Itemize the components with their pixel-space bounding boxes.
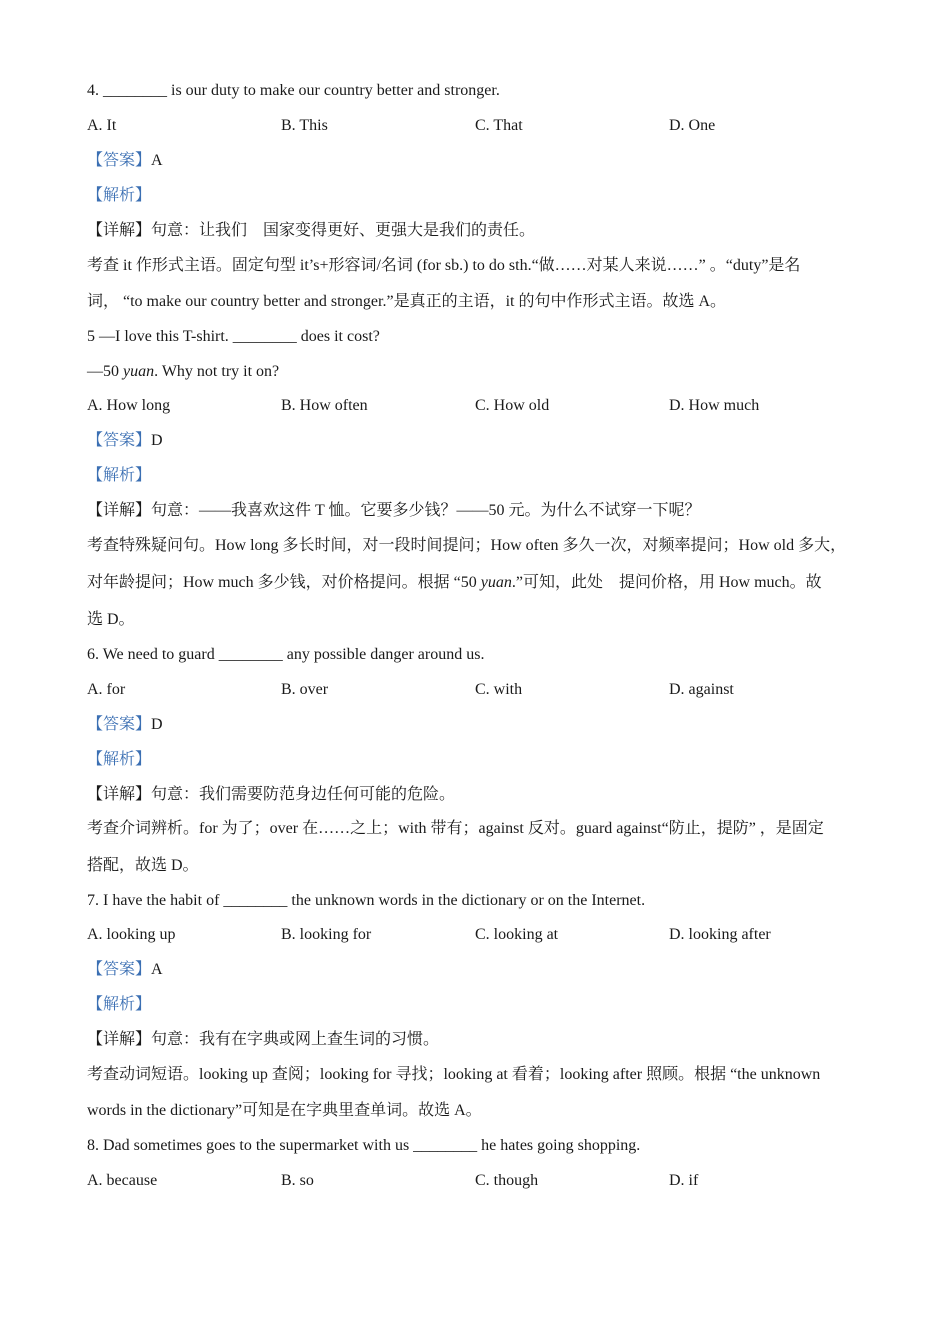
- detail-tag: 【详解】: [87, 786, 152, 803]
- question-4-option-a: A. It: [87, 117, 117, 134]
- question-8-option-c: C. though: [475, 1172, 539, 1189]
- question-4-stem: 4. ________ is our duty to make our country better and stronger.: [87, 82, 500, 99]
- question-5-explanation-2: 对年龄提问；How much 多少钱，对价格提问。根据 “50 yuan.”可知，此处 提问价格，用 How much。故: [87, 574, 822, 591]
- question-6-option-a: A. for: [87, 681, 126, 698]
- question-4-option-b: B. This: [281, 117, 328, 134]
- question-5-explanation-3: 选 D。: [87, 611, 135, 628]
- detail-tag: 【详解】: [87, 502, 152, 519]
- detail-tag: 【详解】: [87, 222, 152, 239]
- question-5-explanation-1: 考查特殊疑问句。How long 多长时间，对一段时间提问；How often 多久一次，对频率提问；How old 多大，: [87, 537, 847, 554]
- detail-tag: 【详解】: [87, 1031, 152, 1048]
- detail-text: 句意：——我喜欢这件 T 恤。它要多少钱？——50 元。为什么不试穿一下呢？: [151, 502, 701, 519]
- question-7-analysis-tag: 【解析】: [87, 996, 152, 1013]
- answer-tag: 【答案】: [87, 716, 152, 733]
- question-7-stem: 7. I have the habit of ________ the unknown words in the dictionary or on the Internet.: [87, 892, 646, 909]
- question-7-option-b: B. looking for: [281, 926, 372, 943]
- question-7-option-a: A. looking up: [87, 926, 176, 943]
- question-5-analysis-tag: 【解析】: [87, 467, 152, 484]
- answer-value: D: [151, 716, 163, 733]
- answer-tag: 【答案】: [87, 961, 152, 978]
- question-7-answer: [87, 960, 163, 980]
- question-7-option-d: D. looking after: [669, 926, 771, 943]
- answer-value: A: [151, 152, 163, 169]
- question-4-answer: [87, 151, 163, 171]
- question-5-option-d: D. How much: [669, 397, 760, 414]
- question-4-option-d: D. One: [669, 117, 716, 134]
- question-5-answer: [87, 431, 163, 451]
- question-5-stem-line-2: —50 yuan. Why not try it on?: [87, 363, 280, 380]
- question-6-answer: [87, 715, 163, 735]
- question-4-analysis-tag: 【解析】: [87, 187, 152, 204]
- question-6-detail: [87, 785, 455, 805]
- question-6-option-d: D. against: [669, 681, 734, 698]
- question-6-explanation-2: 搭配，故选 D。: [87, 857, 199, 874]
- answer-tag: 【答案】: [87, 432, 152, 449]
- question-5-detail: [87, 501, 701, 521]
- question-5-option-c: C. How old: [475, 397, 550, 414]
- detail-text: 句意：我有在字典或网上查生词的习惯。: [151, 1031, 440, 1048]
- question-5-option-a: A. How long: [87, 397, 171, 414]
- question-8-option-d: D. if: [669, 1172, 699, 1189]
- question-6-explanation-1: 考查介词辨析。for 为了；over 在……之上；with 带有；against 反对。guard against“防止，提防” ，是固定: [87, 820, 824, 837]
- question-6-option-c: C. with: [475, 681, 523, 698]
- question-5-option-b: B. How often: [281, 397, 368, 414]
- question-5-stem: 5 —I love this T-shirt. ________ does it cost?: [87, 328, 380, 345]
- question-4-option-c: C. That: [475, 117, 523, 134]
- question-7-option-c: C. looking at: [475, 926, 559, 943]
- question-8-option-a: A. because: [87, 1172, 158, 1189]
- question-4-detail: [87, 221, 535, 241]
- answer-value: A: [151, 961, 163, 978]
- answer-tag: 【答案】: [87, 152, 152, 169]
- detail-text: 句意：让我们 国家变得更好、更强大是我们的责任。: [151, 222, 536, 239]
- question-4-explanation-1: 考查 it 作形式主语。固定句型 it’s+形容词/名词 (for sb.) to do sth.“做……对某人来说……” 。“duty”是名: [87, 257, 801, 274]
- question-4-explanation-2: 词， “to make our country better and stronger.”是真正的主语，it 的句中作形式主语。故选 A。: [87, 293, 727, 310]
- answer-value: D: [151, 432, 163, 449]
- detail-text: 句意：我们需要防范身边任何可能的危险。: [151, 786, 456, 803]
- question-6-stem: 6. We need to guard ________ any possible danger around us.: [87, 646, 485, 663]
- question-8-option-b: B. so: [281, 1172, 314, 1189]
- question-6-analysis-tag: 【解析】: [87, 751, 152, 768]
- question-7-detail: [87, 1030, 439, 1050]
- question-8-stem: 8. Dad sometimes goes to the supermarket with us ________ he hates going shopping.: [87, 1137, 641, 1154]
- question-6-option-b: B. over: [281, 681, 329, 698]
- question-7-explanation-2: words in the dictionary”可知是在字典里查单词。故选 A。: [87, 1102, 482, 1119]
- question-7-explanation-1: 考查动词短语。looking up 查阅；looking for 寻找；looking at 看着；looking after 照顾。根据 “the unknown: [87, 1066, 821, 1083]
